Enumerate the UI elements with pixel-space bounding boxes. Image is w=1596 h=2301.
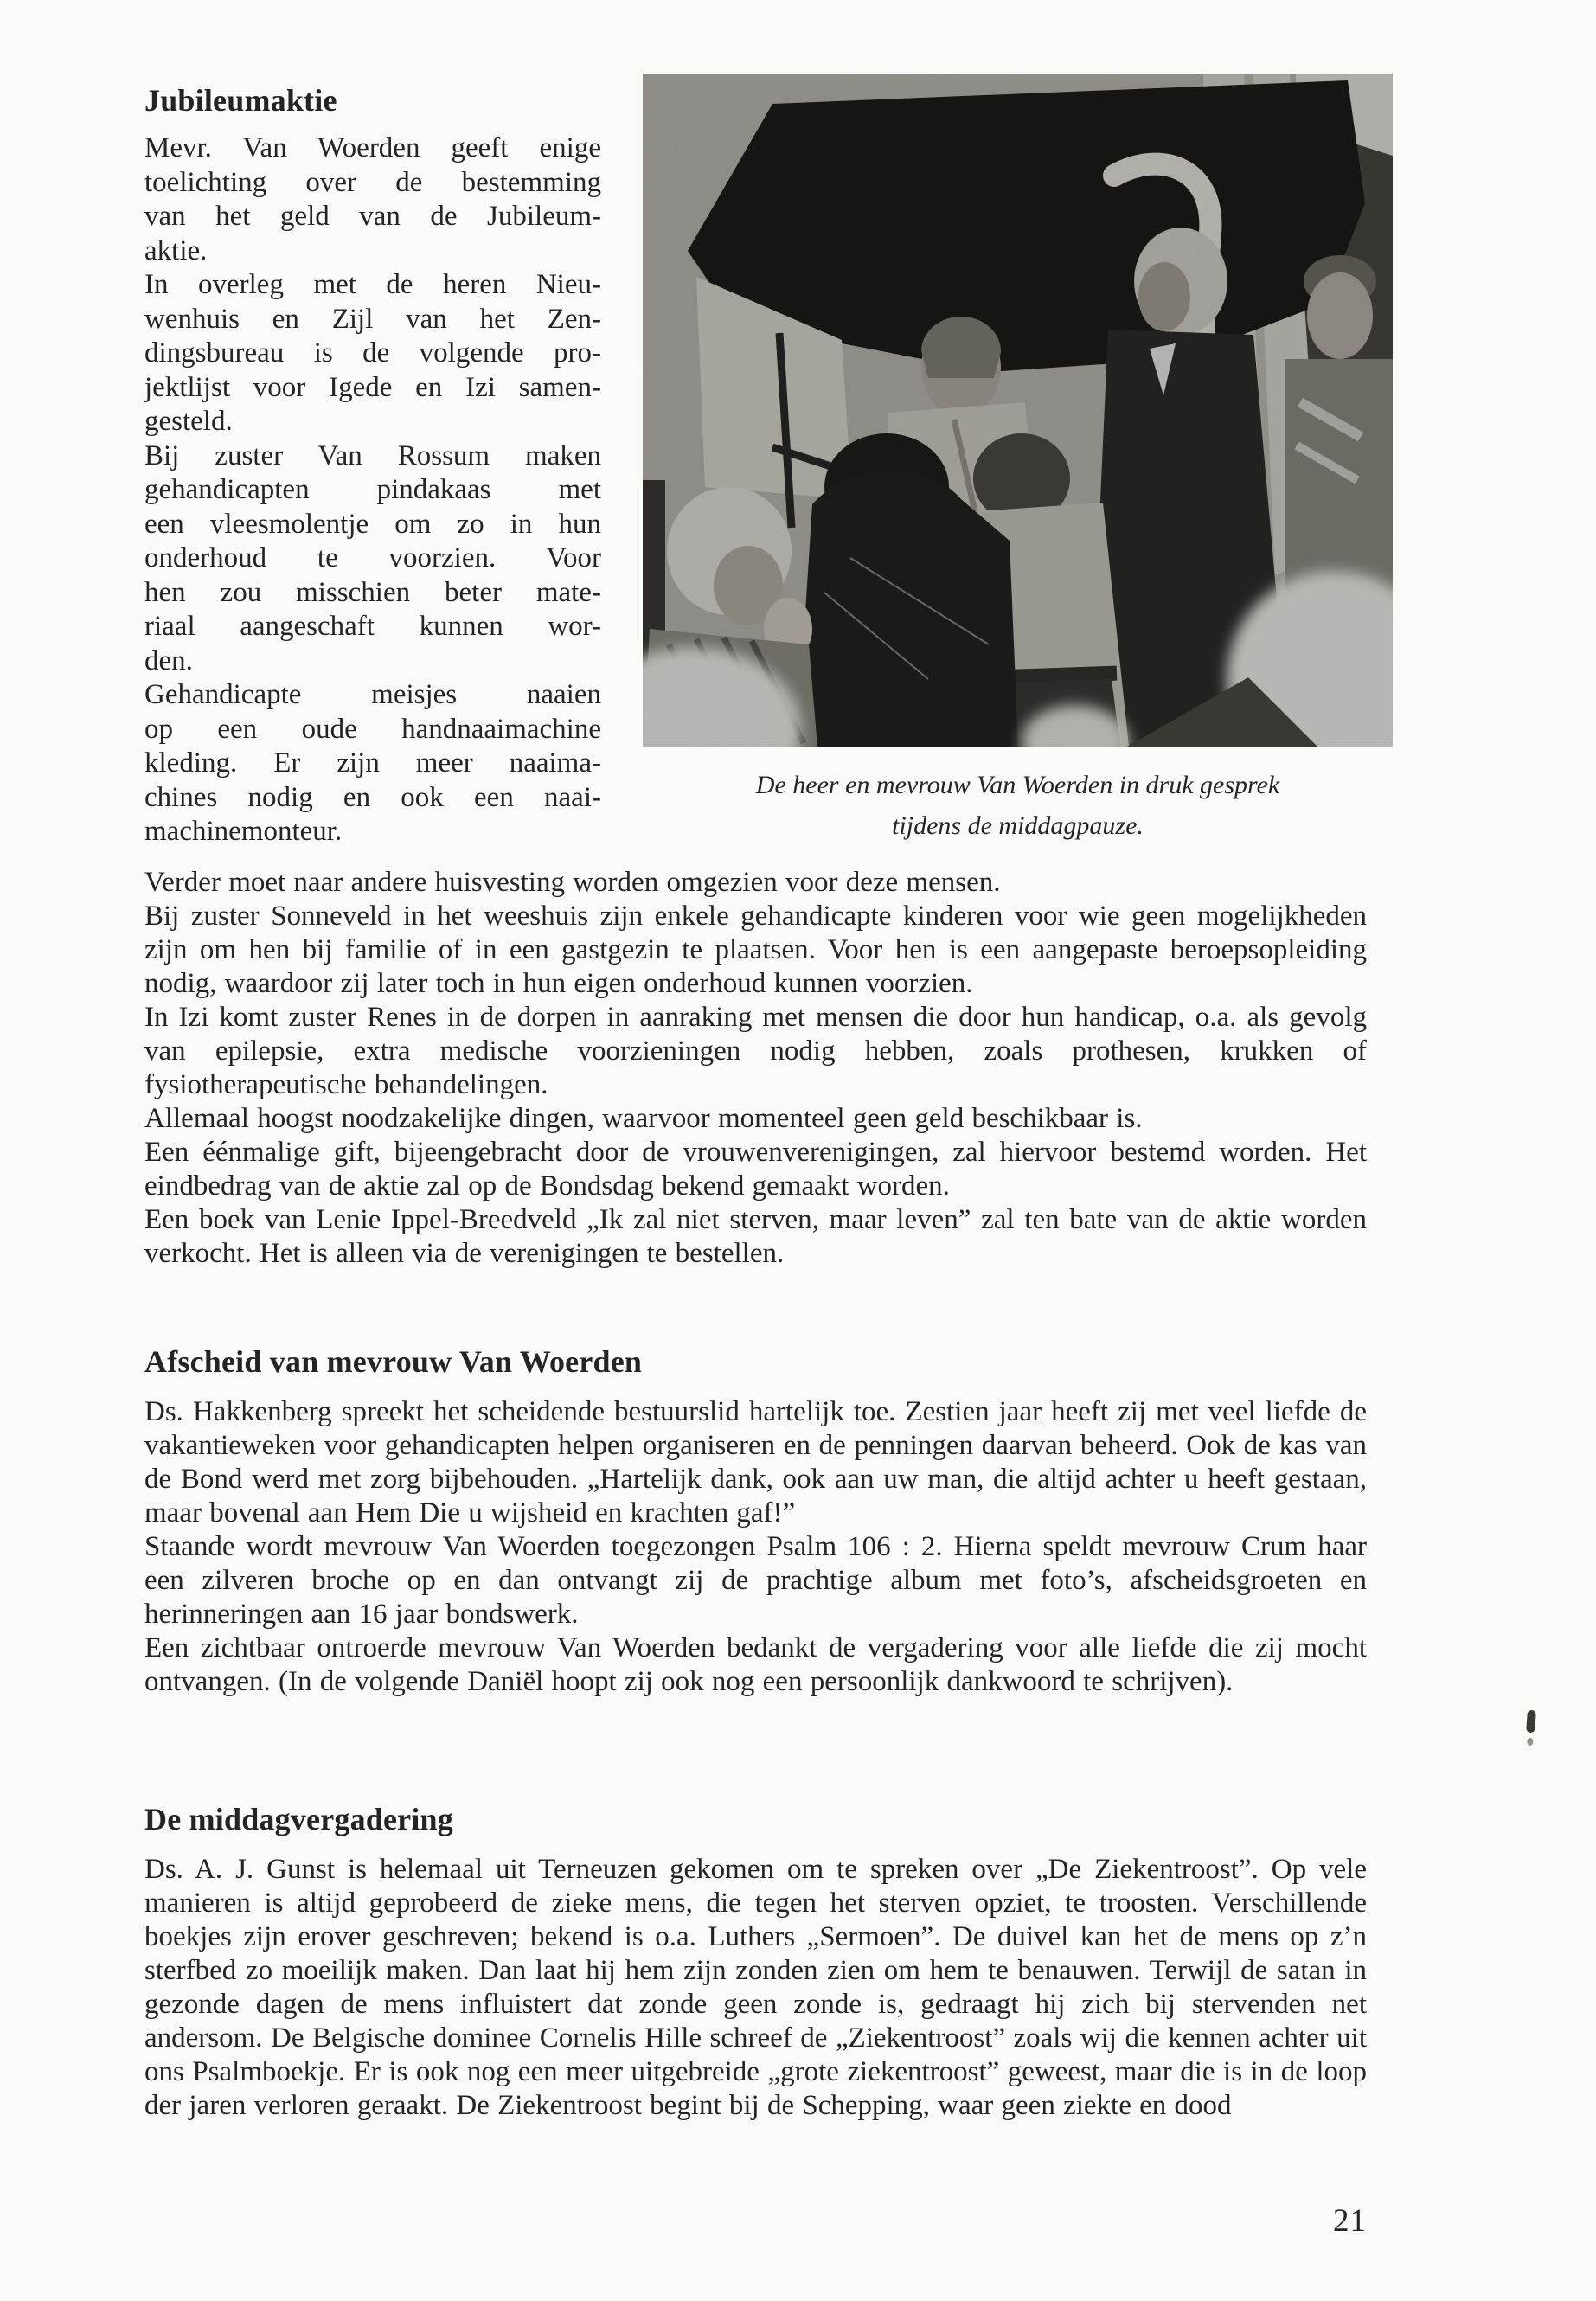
column-line: gesteld. [144, 406, 233, 437]
column-line: machinemonteur. [144, 816, 343, 847]
column-line: Bij zuster Van Rossum maken [144, 439, 601, 471]
column-line: kleding. Er zijn meer naaima- [144, 747, 601, 779]
column-line: wenhuis en Zijl van het Zen- [144, 303, 601, 335]
column-line: toelichting over de bestemming [144, 166, 601, 198]
photo-grain [643, 74, 1393, 747]
photo-caption-line1: De heer en mevrouw Van Woerden in druk gesprek [755, 771, 1280, 799]
paragraph: In Izi komt zuster Renes in de dorpen in aanraking met mensen die door hun handicap, o.a. als gevolg van epilepsie, extra medische voorzieningen nodig hebben, zoals prothesen, krukken of fysiotherapeutische behandelingen. [144, 1002, 1367, 1100]
page-number: 21 [1333, 2203, 1367, 2239]
column-line: Gehandicapte meisjes naaien [144, 679, 601, 710]
body-jubileumaktie [144, 866, 1367, 1271]
paragraph: Ds. A. J. Gunst is helemaal uit Terneuzen gekomen om te spreken over „De Ziekentroost”. Op vele manieren is altijd geprobeerd de zieke mens, die tegen het sterven opziet, te troosten. Verschillende boekjes zijn erover geschreven; bekend is o.a. Luthers „Sermoen”. De duivel kan het de mens op z’n sterfbed zo moeilijk maken. Dan laat hij hem zijn zonden zien om hem te benauwen. Terwijl de satan in gezonde dagen de mens influistert dat zonde geen zonde is, gedraagt hij zich bij stervenden net andersom. De Belgische dominee Cornelis Hille schreef de „Ziekentroost” zoals wij die kennen achter uit ons Psalmboekje. Er is ook nog een meer uitgebreide „grote ziekentroost” geweest, maar die is in de loop der jaren verloren geraakt. De Ziekentroost begint bij de Schepping, waar geen ziekte en dood [144, 1854, 1367, 2121]
column-line: gehandicapten pindakaas met [144, 474, 601, 505]
column-line: chines nodig en ook een naai- [144, 781, 601, 813]
scan-artifact [1526, 1710, 1536, 1734]
body-middagvergadering [144, 1853, 1367, 2123]
paragraph: Ds. Hakkenberg spreekt het scheidende bestuurslid hartelijk toe. Zestien jaar heeft zij met veel liefde de vakantieweken voor gehandicapten helpen organiseren en de penningen daarvan beheerd. Ook de kas van de Bond werd met zorg bijbehouden. „Hartelijk dank, ook aan uw man, die altijd achter u heeft gestaan, maar bovenal aan Hem Die u wijsheid en krachten gaf!” [144, 1396, 1367, 1529]
column-line: den. [144, 644, 193, 676]
column-line: riaal aangeschaft kunnen wor- [144, 611, 601, 642]
paragraph: Een zichtbaar ontroerde mevrouw Van Woerden bedankt de vergadering voor alle liefde die zij mocht ontvangen. (In de volgende Daniël hoopt zij ook nog een persoonlijk dankwoord te schrijven). [144, 1632, 1367, 1697]
section-heading-afscheid: Afscheid van mevrouw Van Woerden [144, 1344, 643, 1379]
photo-illustration [643, 74, 1393, 747]
photo-caption [643, 765, 1393, 846]
column-line: dingsbureau is de volgende pro- [144, 337, 601, 369]
column-line: een vleesmolentje om zo in hun [144, 508, 601, 540]
paragraph: Bij zuster Sonneveld in het weeshuis zijn enkele gehandicapte kinderen voor wie geen mogelijkheden zijn om hen bij familie of in een gastgezin te plaatsen. Voor hen is een aangepaste beroepsopleiding nodig, waardoor zij later toch in hun eigen onderhoud kunnen voorzien. [144, 901, 1367, 999]
column-line: In overleg met de heren Nieu- [144, 269, 601, 300]
column-line: jektlijst voor Igede en Izi samen- [144, 371, 601, 403]
column-line: hen zou misschien beter mate- [144, 576, 601, 608]
column-line: op een oude handnaaimachine [144, 713, 601, 745]
column-line: onderhoud te voorzien. Voor [144, 542, 601, 574]
paragraph: Een boek van Lenie Ippel-Breedveld „Ik zal niet sterven, maar leven” zal ten bate van de aktie worden verkocht. Het is alleen via de verenigingen te bestellen. [144, 1204, 1367, 1269]
paragraph: Allemaal hoogst noodzakelijke dingen, waarvoor momenteel geen geld beschikbaar is. [144, 1103, 1143, 1134]
section-heading-middagvergadering: De middagvergadering [144, 1802, 453, 1836]
photo-caption-line2: tijdens de middagpauze. [892, 811, 1144, 840]
section-heading-jubileumaktie: Jubileumaktie [144, 83, 337, 118]
left-column [144, 131, 601, 849]
column-line: van het geld van de Jubileum- [144, 201, 601, 232]
photo [643, 74, 1393, 747]
paragraph: Verder moet naar andere huisvesting worden omgezien voor deze mensen. [144, 867, 1001, 898]
body-afscheid [144, 1395, 1367, 1699]
paragraph: Een éénmalige gift, bijeengebracht door de vrouwenverenigingen, zal hiervoor bestemd worden. Het eindbedrag van de aktie zal op de Bondsdag bekend gemaakt worden. [144, 1137, 1367, 1202]
column-line: Mevr. Van Woerden geeft enige [144, 132, 601, 163]
column-line: aktie. [144, 234, 208, 266]
paragraph: Staande wordt mevrouw Van Woerden toegezongen Psalm 106 : 2. Hierna speldt mevrouw Crum haar een zilveren broche op en dan ontvangt zij de prachtige album met foto’s, afscheidsgroeten en herinneringen aan 16 jaar bondswerk. [144, 1531, 1367, 1630]
